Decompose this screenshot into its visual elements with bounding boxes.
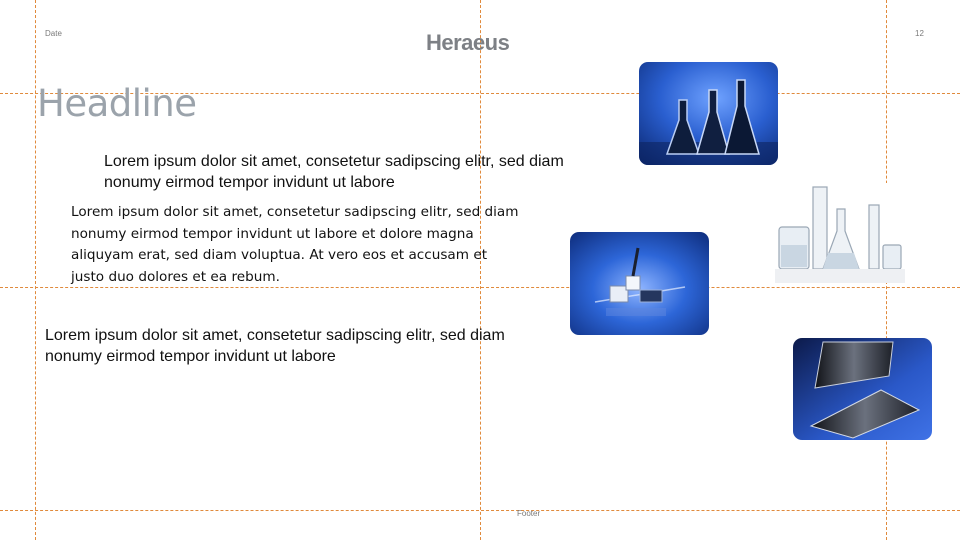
footer-label: Footer xyxy=(517,509,541,518)
closing-paragraph: Lorem ipsum dolor sit amet, consetetur sadipscing elitr, sed diam nonumy eirmod tempor invidunt ut labore xyxy=(45,327,505,365)
lead-paragraph: Lorem ipsum dolor sit amet, consetetur sadipscing elitr, sed diam nonumy eirmod tempor invidunt ut labore xyxy=(104,153,564,191)
silicon-wafer-photo xyxy=(793,338,932,440)
heraeus-logo: Heraeus xyxy=(426,30,510,55)
lab-equipment-blue-photo xyxy=(570,232,709,335)
page-number: 12 xyxy=(915,29,924,38)
lab-flasks-dark-photo xyxy=(639,62,778,165)
guide-line-horizontal xyxy=(0,510,960,511)
slide-headline: Headline xyxy=(37,82,197,125)
date-label: Date xyxy=(45,29,62,38)
glassware-set-photo xyxy=(775,183,905,283)
body-paragraph: Lorem ipsum dolor sit amet, consetetur sadipscing elitr, sed diam nonumy eirmod tempor invidunt ut labore et dolore magna aliquyam erat, sed diam voluptua. At vero eos et accusam et justo duo dolores et ea rebum. xyxy=(71,204,519,285)
guide-line-vertical xyxy=(35,0,36,540)
